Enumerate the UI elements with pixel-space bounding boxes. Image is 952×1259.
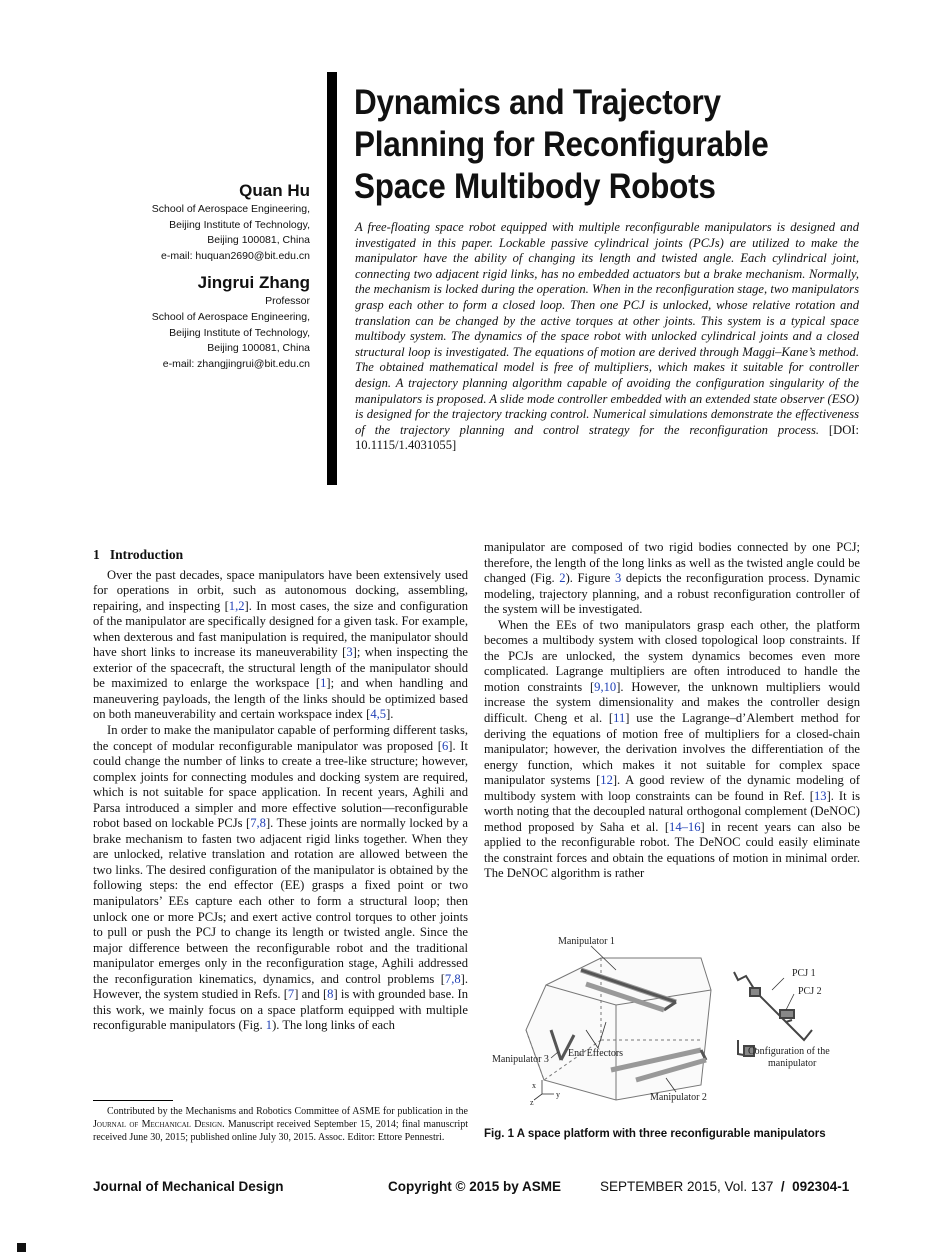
paragraph xyxy=(484,540,860,618)
right-column xyxy=(484,540,860,882)
citation-link[interactable]: 7,8 xyxy=(444,971,461,986)
figure-link[interactable]: 2 xyxy=(559,571,566,586)
label-end-effectors: End Effectors xyxy=(568,1048,624,1059)
platform-body xyxy=(526,958,711,1100)
coordinate-axes xyxy=(534,1080,554,1100)
text-run: ). The long links of each xyxy=(272,1018,395,1033)
citation-link[interactable]: 13 xyxy=(814,788,827,803)
text-run: ] is with grounded base. In this work, we mainly focus on a space platform equipped with multiple reconfigurable manipulators (Fig. xyxy=(93,987,468,1033)
figure-link[interactable]: 3 xyxy=(614,571,622,586)
section-title: Introduction xyxy=(109,547,184,562)
footer-issue-text: SEPTEMBER 2015, Vol. 137 xyxy=(600,1179,774,1194)
affiliation-line: School of Aerospace Engineering, xyxy=(151,203,310,215)
footer-copyright: Copyright © 2015 by ASME xyxy=(388,1179,561,1194)
citation-link[interactable]: 3 xyxy=(346,645,353,660)
footer-journal: Journal of Mechanical Design xyxy=(93,1179,284,1194)
doi: [DOI: 10.1115/1.4031055] xyxy=(355,422,859,453)
author-email: e-mail: huquan2690@bit.edu.cn xyxy=(160,249,310,262)
label-manipulator-2: Manipulator 2 xyxy=(650,1092,707,1103)
author-name: Jingrui Zhang xyxy=(197,273,310,293)
text-run: ]. In most cases, the size and configuration of the manipulator are specifically designed for a given task. For example, when dexterous and fast manipulation is required, the manipulator should have short links to increase its maneuverability [ xyxy=(93,598,469,660)
text-run: ]; when inspecting the exterior of the spacecraft, the structural length of the manipulator should be maximized to enlarge the workspace [ xyxy=(93,645,468,691)
text-run: ]; and when handling and maneuvering payloads, the length of the links should be optimized based on both maneuverability and certain workspace index [ xyxy=(93,676,468,722)
citation-link[interactable]: 1,2 xyxy=(228,598,245,613)
left-column xyxy=(93,547,468,1034)
abstract-text: A free-floating space robot equipped with multiple reconfigurable manipulators is designed and investigated in this paper. Lockable passive cylindrical joints (PCJs) are utilized to make the manipulator have the ability of changing its length and twisted angle. Each cylindrical joint, connecting two adjacent rigid links, has no embedded actuators but a brake mechanism. Normally, the mechanism is locked during the operation. When in the reconfiguration stage, two manipulators grasp each other to form a closed loop. Then one PCJ is unlocked, whose relative rotation and translation can be changed by the active torques at other joints. This system is a typical space multibody system. The dynamics of the space robot with unlocked cylindrical joints and a closed structural loop is investigated. The equations of motion are derived through Maggi–Kane’s method. The obtained mathematical model is free of multipliers, which makes it suitable for controller design. A trajectory planning algorithm capable of avoiding the configuration singularity of the manipulators is proposed. A slide mode controller embedded with an extended state observer (ESO) is designed for the trajectory tracking control. Numerical simulations demonstrate the effectiveness of the trajectory planning and control strategy for the reconfiguration process. xyxy=(355,220,859,437)
author-title: Professor xyxy=(265,295,310,308)
section-number: 1 xyxy=(93,547,100,562)
label-config-line-1: Configuration of the xyxy=(748,1046,830,1057)
citation-link[interactable]: 7,8 xyxy=(250,816,266,831)
text-run: In order to make the manipulator capable of performing different tasks, the concept of modular reconfigurable manipulator was proposed [ xyxy=(93,723,468,753)
title-line: Planning for Reconfigurable xyxy=(354,125,769,164)
text-run: ] in recent years can also be applied to the reconfigurable robot. The DeNOC could easily eliminate the constraint forces and obtain the equations of motion in minimal order. The DeNOC algorithm is rather xyxy=(484,819,860,881)
affiliation-line: School of Aerospace Engineering, xyxy=(151,310,310,323)
text-run: When the EEs of two manipulators grasp each other, the platform becomes a multibody system with closed topological loop constraints. If the PCJs are unlocked, the system dynamics becomes even more complicated. Lagrange multipliers are often introduced to handle the motion constraints [ xyxy=(484,617,860,694)
axis-label-x: x xyxy=(532,1081,536,1090)
author-affiliation xyxy=(150,202,310,264)
citation-link[interactable]: 8 xyxy=(327,987,334,1002)
text-run: ]. However, the system studied in Refs. [ xyxy=(93,971,468,1002)
author-affiliation xyxy=(150,294,310,372)
figure-link[interactable]: 1 xyxy=(265,1018,273,1033)
axis-label-z: z xyxy=(530,1098,534,1107)
label-manipulator-3: Manipulator 3 xyxy=(492,1054,549,1065)
figure-1 xyxy=(486,930,860,1120)
footer-separator: / xyxy=(780,1179,785,1194)
text-run: ]. However, the unknown multipliers would increase the system dimensionality and makes the controller design difficult. Cheng et al. [ xyxy=(484,679,860,726)
title-line: Dynamics and Trajectory xyxy=(354,83,721,122)
text-run: ]. It is worth noting that the decoupled natural orthogonal complement (DeNOC) method proposed by Saha et al. [ xyxy=(484,788,860,834)
paragraph xyxy=(93,568,468,723)
text-run: ] and [ xyxy=(294,987,328,1002)
title-line: Space Multibody Robots xyxy=(354,167,716,206)
citation-link[interactable]: 12 xyxy=(600,773,613,788)
affiliation-line: Beijing 100081, China xyxy=(207,234,310,247)
section-heading xyxy=(93,547,468,563)
figure-caption: Fig. 1 A space platform with three reconfigurable manipulators xyxy=(484,1128,826,1140)
abstract xyxy=(355,220,859,454)
text-run: ). Figure xyxy=(565,571,615,586)
citation-link[interactable]: 9,10 xyxy=(594,679,617,694)
text-run: ]. xyxy=(386,707,394,722)
figure-drawing xyxy=(486,930,860,1120)
footer-page-id: 092304-1 xyxy=(792,1179,850,1194)
title-rule xyxy=(327,72,337,485)
authors-block xyxy=(150,180,310,372)
footnote-text xyxy=(93,1105,468,1144)
text-run: ] use the Lagrange–d’Alembert method for deriving the equations of motion free of multipliers for a closed-chain manipulator; however, the derivation involves the differentiation of the energy function, which makes it not suitable for complex space manipulator systems [ xyxy=(484,711,860,788)
footnote-rule xyxy=(93,1100,173,1101)
text-run: depicts the reconfiguration process. Dynamic modeling, trajectory planning, and a robust reconfiguration controller of the system will be investigated. xyxy=(484,571,860,617)
text-run: ]. These joints are normally locked by a brake mechanism to fasten two adjacent rigid links together. When they are unlocked, relative translation and rotation are allowed between the two links. The desired configuration of the manipulator is obtained by the following steps: the end effector (EE) grasps a fixed point or two manipulators’ EEs capture each other to form a structural loop; then unlock one or more PCJs; and exert active control torques to other joints to pull or push the PCJ to change its length or twisted angle. Since the major difference between the reconfigurable robot and the traditional manipulator emerges only in the reconfiguration stage, Aghili addressed the reconfiguration kinematics, dynamics, and control problems [ xyxy=(93,816,468,986)
affiliation-line: Beijing Institute of Technology, xyxy=(169,218,310,231)
journal-name: Journal of Mechanical Design xyxy=(93,1119,223,1130)
author-email: e-mail: zhangjingrui@bit.edu.cn xyxy=(162,357,310,370)
text-run: . Manuscript received September 15, 2014; final manuscript received June 30, 2015; published online July 30, 2015. Assoc. Editor: Ettore Pennestri. xyxy=(93,1119,468,1143)
author-name: Quan Hu xyxy=(239,181,310,200)
label-pcj-1: PCJ 1 xyxy=(792,968,816,979)
configuration-inset xyxy=(734,972,812,1056)
paragraph xyxy=(484,618,860,882)
citation-link[interactable]: 11 xyxy=(613,711,626,726)
citation-link[interactable]: 14–16 xyxy=(669,819,701,834)
citation-link[interactable]: 7 xyxy=(287,987,295,1002)
footnote xyxy=(93,1105,468,1144)
axis-label-y: y xyxy=(556,1090,560,1099)
paragraph xyxy=(93,723,468,1034)
text-run: manipulator are composed of two rigid bodies connected by one PCJ; therefore, the length of the long links as well as the twisted angle could be changed (Fig. xyxy=(484,540,860,586)
footer-issue xyxy=(600,1179,849,1194)
affiliation-line: Beijing 100081, China xyxy=(207,342,310,355)
text-run: Over the past decades, space manipulators have been extensively used for operations in orbit, such as autonomous docking, assembling, repairing, and inspecting [ xyxy=(93,567,468,613)
citation-link[interactable]: 6 xyxy=(441,738,449,753)
label-manipulator-1: Manipulator 1 xyxy=(558,936,615,947)
label-pcj-2: PCJ 2 xyxy=(798,986,822,997)
label-config-line-2: manipulator xyxy=(768,1058,817,1069)
corner-mark xyxy=(17,1243,26,1252)
text-run: Contributed by the Mechanisms and Robotics Committee of ASME for publication in the xyxy=(107,1106,468,1117)
paper-title xyxy=(354,82,822,208)
citation-link[interactable]: 4,5 xyxy=(370,707,387,722)
affiliation-line: Beijing Institute of Technology, xyxy=(169,326,310,339)
text-run: ]. A good review of the dynamic modeling of multibody system with loop constraints can be found in Ref. [ xyxy=(484,773,860,803)
text-run: ]. It could change the number of links to create a tree-like structure; however, complex joints for connecting modules and docking system are required, which is not suitable for space application. In recent years, Aghili and Parsa introduced a simpler and more effective solution—reconfigurable robot based on lockable PCJs [ xyxy=(93,738,468,831)
citation-link[interactable]: 1 xyxy=(320,676,327,691)
